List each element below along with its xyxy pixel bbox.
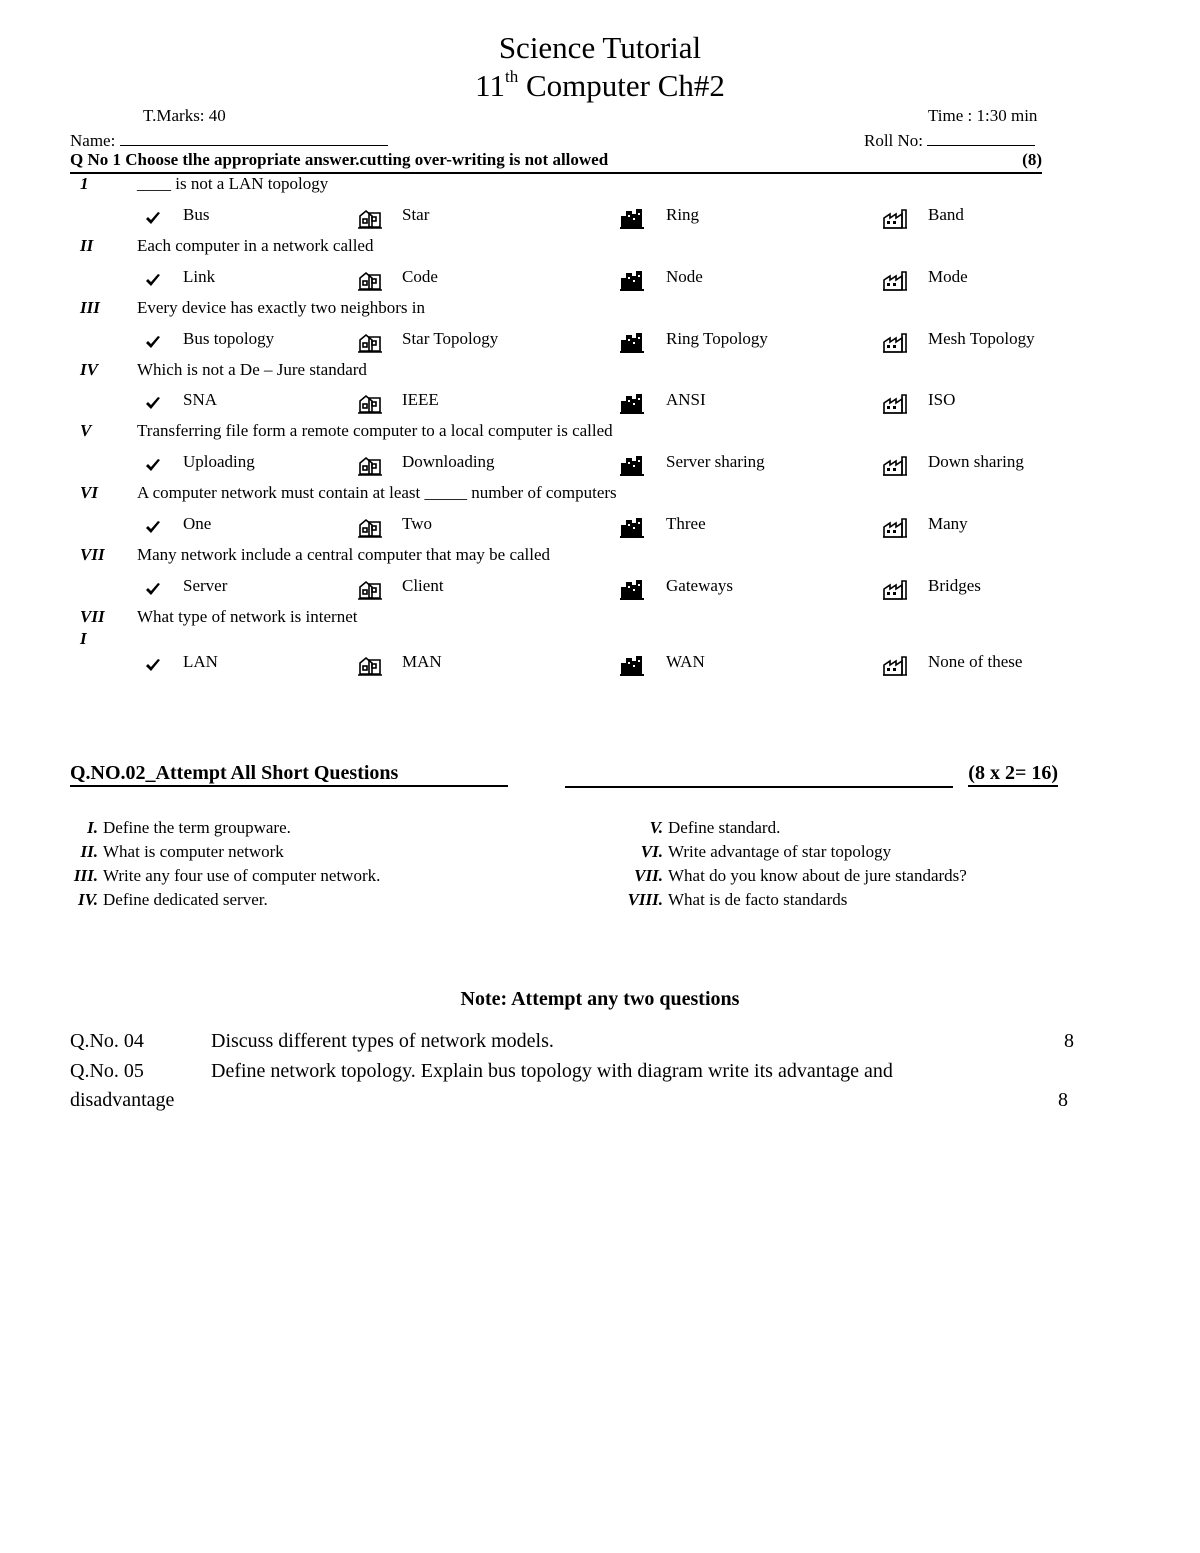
mcq-option[interactable]: Server sharing [666, 452, 765, 471]
mcq-option[interactable]: Node [666, 267, 703, 286]
mcq-option[interactable]: Code [402, 267, 438, 286]
q2-heading-text: Q.NO.02_Attempt All Short Questions [70, 762, 508, 787]
short-question-text: What do you know about de jure standards? [668, 866, 967, 885]
factory-icon [882, 392, 908, 414]
mcq-option[interactable]: Star [402, 205, 430, 224]
building-outline-icon [357, 392, 383, 414]
city-silhouette-icon [619, 269, 645, 291]
total-marks: T.Marks: 40 [143, 106, 226, 125]
mcq-option[interactable]: Server [183, 576, 228, 595]
checkmark-icon [140, 454, 166, 476]
q1-heading-text: Q No 1 Choose tlhe appropriate answer.cutting over-writing is not allowed [70, 150, 609, 169]
factory-icon [882, 516, 908, 538]
building-outline-icon [357, 578, 383, 600]
building-outline-icon [357, 269, 383, 291]
checkmark-icon [140, 331, 166, 353]
roll-label: Roll No: [864, 131, 924, 150]
mcq-option[interactable]: Many [928, 514, 968, 533]
time-allowed: Time : 1:30 min [928, 106, 1038, 125]
city-silhouette-icon [619, 331, 645, 353]
factory-icon [882, 269, 908, 291]
short-question-text: Define dedicated server. [103, 890, 268, 909]
mcq-number: VII [80, 545, 105, 564]
mcq-number: IV [80, 360, 98, 379]
checkmark-icon [140, 578, 166, 600]
short-question-text: Write any four use of computer network. [103, 866, 381, 885]
mcq-option[interactable]: IEEE [402, 390, 439, 409]
checkmark-icon [140, 392, 166, 414]
city-silhouette-icon [619, 207, 645, 229]
building-outline-icon [357, 207, 383, 229]
mcq-number: III [80, 298, 100, 317]
document-title: Science Tutorial [498, 30, 702, 65]
document-subtitle [0, 68, 1200, 104]
short-question-number: II. [80, 842, 98, 861]
short-question-text: Define standard. [668, 818, 781, 837]
q1-marks: (8) [1022, 150, 1042, 169]
name-field[interactable] [70, 129, 388, 151]
q2-marks: (8 x 2= 16) [968, 762, 1058, 787]
checkmark-icon [140, 654, 166, 676]
name-blank[interactable] [120, 129, 388, 146]
mcq-option[interactable]: MAN [402, 652, 442, 671]
factory-icon [882, 331, 908, 353]
short-question-text: Define the term groupware. [103, 818, 291, 837]
city-silhouette-icon [619, 578, 645, 600]
building-outline-icon [357, 331, 383, 353]
mcq-option[interactable]: Client [402, 576, 444, 595]
subject-chapter: Computer Ch#2 [518, 68, 725, 103]
short-question-text: Write advantage of star topology [668, 842, 892, 861]
mcq-option[interactable]: Band [928, 205, 964, 224]
mcq-question: Many network include a central computer that may be called [137, 545, 551, 564]
mcq-question: Every device has exactly two neighbors in [137, 298, 425, 317]
mcq-question: Each computer in a network called [137, 236, 374, 255]
checkmark-icon [140, 207, 166, 229]
mcq-option[interactable]: Gateways [666, 576, 734, 595]
building-outline-icon [357, 454, 383, 476]
mcq-option[interactable]: One [183, 514, 212, 533]
mcq-number-continued: I [80, 629, 87, 648]
factory-icon [882, 454, 908, 476]
mcq-option[interactable]: Three [666, 514, 706, 533]
short-question-number: III. [73, 866, 98, 885]
q2-heading [70, 762, 1058, 788]
mcq-question: ____ is not a LAN topology [137, 174, 329, 193]
mcq-option[interactable]: WAN [666, 652, 705, 671]
q4-marks: 8 [1064, 1030, 1074, 1052]
city-silhouette-icon [619, 454, 645, 476]
short-question-number: VII. [634, 866, 663, 885]
mcq-option[interactable]: Mode [928, 267, 968, 286]
q5-text-continued: disadvantage [70, 1089, 175, 1111]
city-silhouette-icon [619, 392, 645, 414]
short-question-number: V. [649, 818, 663, 837]
factory-icon [882, 654, 908, 676]
grade-number: 11 [475, 68, 505, 103]
q4-label: Q.No. 04 [70, 1030, 144, 1052]
grade-suffix: th [504, 67, 519, 86]
mcq-option[interactable]: None of these [928, 652, 1023, 671]
city-silhouette-icon [619, 654, 645, 676]
mcq-option[interactable]: Ring Topology [666, 329, 768, 348]
long-questions-note: Note: Attempt any two questions [460, 988, 740, 1010]
q5-text: Define network topology. Explain bus topology with diagram write its advantage and [211, 1060, 893, 1082]
mcq-option[interactable]: Downloading [402, 452, 495, 471]
mcq-option[interactable]: ISO [928, 390, 956, 409]
factory-icon [882, 578, 908, 600]
short-question-text: What is de facto standards [668, 890, 848, 909]
building-outline-icon [357, 654, 383, 676]
mcq-option[interactable]: Two [402, 514, 432, 533]
mcq-question: What type of network is internet [137, 607, 358, 626]
short-question-number: I. [87, 818, 98, 837]
mcq-option[interactable]: Link [183, 267, 216, 286]
mcq-option[interactable]: LAN [183, 652, 218, 671]
mcq-number: VI [80, 483, 98, 502]
q2-heading-rule [565, 786, 953, 788]
mcq-option[interactable]: Uploading [183, 452, 255, 471]
mcq-option[interactable]: ANSI [666, 390, 706, 409]
mcq-option[interactable]: Bridges [928, 576, 981, 595]
q5-label: Q.No. 05 [70, 1060, 144, 1082]
name-label: Name: [70, 131, 116, 150]
q4-text: Discuss different types of network models. [211, 1030, 554, 1052]
building-outline-icon [357, 516, 383, 538]
mcq-question: Which is not a De – Jure standard [137, 360, 367, 379]
roll-blank[interactable] [927, 129, 1035, 146]
short-question-text: What is computer network [103, 842, 284, 861]
mcq-option[interactable]: SNA [183, 390, 218, 409]
mcq-option[interactable]: Star Topology [402, 329, 499, 348]
mcq-question: Transferring file form a remote computer to a local computer is called [137, 421, 613, 440]
checkmark-icon [140, 269, 166, 291]
roll-field[interactable] [864, 129, 1035, 151]
mcq-number: II [80, 236, 94, 255]
factory-icon [882, 207, 908, 229]
checkmark-icon [140, 516, 166, 538]
short-question-number: VIII. [627, 890, 663, 909]
mcq-question: A computer network must contain at least _____ number of computers [137, 483, 617, 502]
city-silhouette-icon [619, 516, 645, 538]
q5-marks: 8 [1058, 1089, 1068, 1111]
mcq-option[interactable]: Mesh Topology [928, 329, 1035, 348]
mcq-option[interactable]: Bus [183, 205, 210, 224]
mcq-option[interactable]: Down sharing [928, 452, 1024, 471]
short-question-number: VI. [640, 842, 663, 861]
mcq-option[interactable]: Bus topology [183, 329, 275, 348]
mcq-number: 1 [80, 174, 89, 193]
mcq-option[interactable]: Ring [666, 205, 700, 224]
mcq-number: VII [80, 607, 105, 626]
mcq-number: V [80, 421, 92, 440]
q1-heading [70, 150, 1042, 174]
short-question-number: IV. [77, 890, 98, 909]
